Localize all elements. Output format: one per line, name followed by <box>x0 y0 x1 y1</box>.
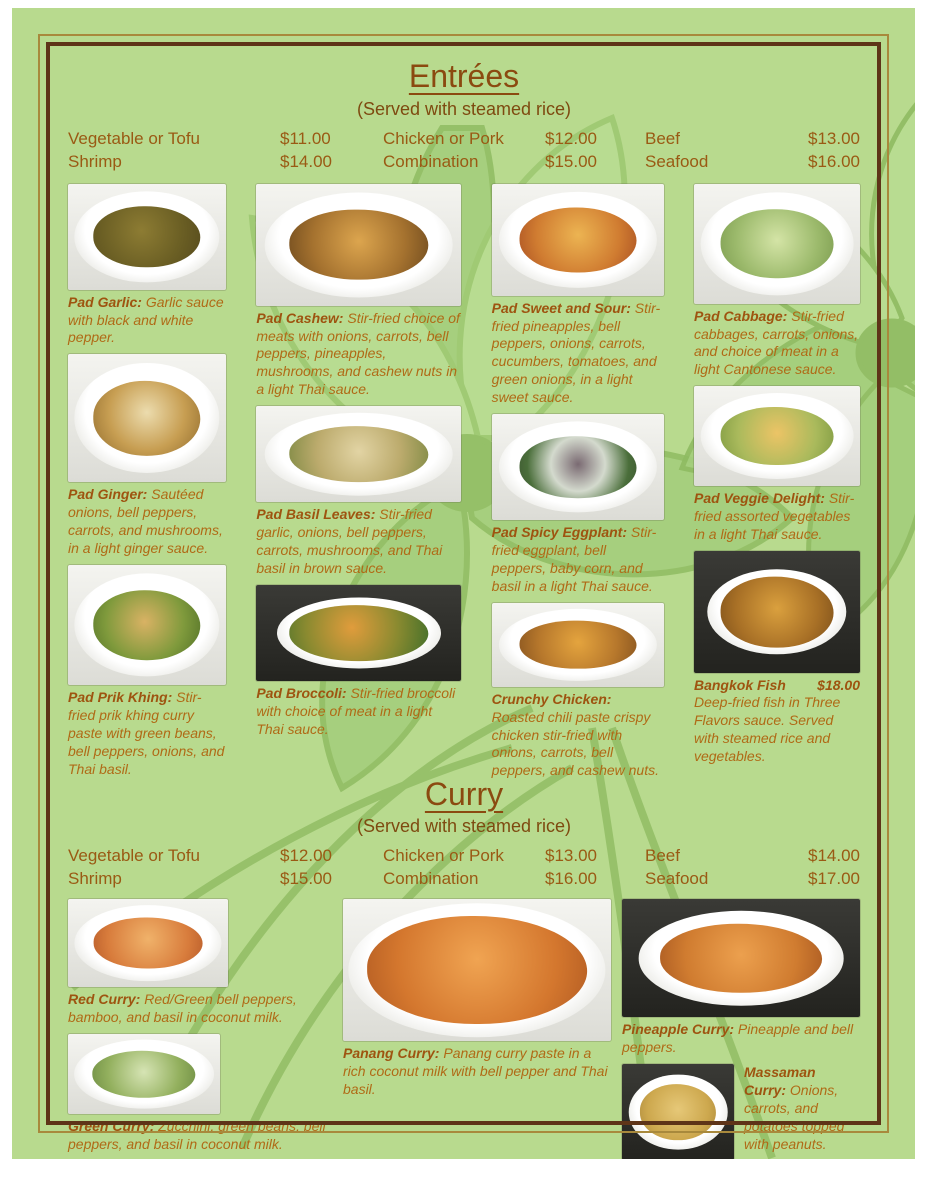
price-label: Combination <box>383 869 479 889</box>
dish-caption <box>68 689 226 779</box>
dish-description: Onions, carrots, and potatoes topped with peanuts. <box>744 1082 845 1152</box>
dish-description: Stir-fried choice of meats with onions, carrots, bell peppers, pineapples, mushrooms, and cashew nuts in a light Thai sauce. <box>256 309 460 398</box>
dish-name-price-row <box>694 677 860 693</box>
dish-description: Stir-fried pineapples, bell peppers, onions, carrots, cucumbers, tomatoes, and green onions, in a light sweet sauce. <box>491 299 661 406</box>
curry-price-table <box>68 845 860 891</box>
dish-caption <box>492 691 664 781</box>
dish-caption <box>694 490 860 544</box>
price-value: $12.00 <box>545 128 597 148</box>
dish-name: Pad Cashew: <box>256 309 344 326</box>
dish-description: Stir-fried broccoli with choice of meat in a light Thai sauce. <box>256 684 456 737</box>
dish-caption <box>68 294 226 348</box>
dish-name: Panang Curry: <box>343 1045 440 1062</box>
dish-caption <box>256 685 461 739</box>
dish-name: Pad Veggie Delight: <box>693 490 825 507</box>
dish-description: Red/Green bell peppers, bamboo, and basil in coconut milk. <box>68 991 297 1026</box>
dish-photo <box>492 414 664 520</box>
dish-caption <box>256 310 461 400</box>
dish-description: Stir-fried prik khing curry paste with green beans, bell peppers, onions, and Thai basil. <box>68 689 225 777</box>
price-value: $16.00 <box>808 151 860 171</box>
price-value: $14.00 <box>808 846 860 866</box>
dish-photo <box>256 585 461 681</box>
price-value: $14.00 <box>280 151 332 171</box>
dish-caption <box>68 486 226 558</box>
dish-description: Zucchini, green beans, bell peppers, and basil in coconut milk. <box>68 1118 326 1153</box>
dish-photo <box>68 1034 220 1114</box>
price-value: $12.00 <box>280 846 332 866</box>
dish-name: Pad Sweet and Sour: <box>491 299 631 316</box>
price-label: Chicken or Pork <box>383 846 504 866</box>
dish-caption <box>694 308 860 380</box>
curry-column-2 <box>343 899 611 1106</box>
dish-photo <box>622 899 860 1017</box>
dish-photo <box>68 354 226 482</box>
price-value: $16.00 <box>545 869 597 889</box>
price-value: $15.00 <box>280 869 332 889</box>
dish-name: Pad Garlic: <box>68 293 142 310</box>
dish-caption <box>256 506 461 578</box>
dish-caption <box>492 524 664 596</box>
dish-price: $18.00 <box>817 677 860 694</box>
dish-description: Panang curry paste in a rich coconut milk with bell pepper and Thai basil. <box>343 1045 608 1098</box>
entrees-column-3 <box>492 184 664 788</box>
dish-name: Bangkok Fish <box>693 677 786 694</box>
dish-name: Pad Basil Leaves: <box>256 506 376 523</box>
dish-description: Stir-fried assorted vegetables in a light Thai sauce. <box>693 490 855 543</box>
entrees-title: Entrées <box>408 58 520 94</box>
dish-caption <box>492 300 664 407</box>
dish-name: Pineapple Curry: <box>622 1021 735 1038</box>
price-label: Vegetable or Tofu <box>68 846 201 866</box>
dish-description: Sautéed onions, bell peppers, carrots, and mushrooms, in a light ginger sauce. <box>68 486 223 557</box>
massaman-row <box>622 1064 860 1159</box>
dish-caption <box>68 991 332 1027</box>
price-value: $17.00 <box>808 869 860 889</box>
price-value: $13.00 <box>808 128 860 148</box>
dish-caption <box>68 1118 332 1154</box>
menu-content <box>68 58 860 1159</box>
curry-dish-grid <box>68 899 860 1159</box>
dish-caption <box>622 1021 860 1057</box>
dish-name: Crunchy Chicken: <box>491 690 612 707</box>
dish-description: Garlic sauce with black and white pepper. <box>68 293 224 346</box>
dish-name: Pad Broccoli: <box>256 684 347 701</box>
dish-photo <box>256 406 461 502</box>
entrees-dish-grid <box>68 184 860 779</box>
price-label: Seafood <box>645 869 709 889</box>
dish-name: Pad Ginger: <box>68 486 148 503</box>
dish-photo <box>68 899 228 987</box>
dish-photo <box>694 551 860 673</box>
price-label: Beef <box>645 128 680 148</box>
price-label: Seafood <box>645 151 709 171</box>
dish-description: Roasted chili paste crispy chicken stir-fried with onions, carrots, bell peppers, and cashew nuts. <box>491 708 659 779</box>
dish-name: Pad Cabbage: <box>693 307 788 324</box>
dish-photo <box>694 184 860 304</box>
dish-photo <box>343 899 611 1041</box>
dish-description: Stir-fried eggplant, bell peppers, baby corn, and basil in a light Thai sauce. <box>491 524 657 594</box>
dish-name: Red Curry: <box>68 991 141 1008</box>
dish-photo <box>68 565 226 685</box>
entrees-subtitle: (Served with steamed rice) <box>356 98 572 119</box>
curry-title: Curry <box>424 775 504 812</box>
massaman-text <box>744 1064 860 1159</box>
dish-caption <box>694 694 860 766</box>
price-value: $15.00 <box>545 151 597 171</box>
dish-caption <box>343 1045 611 1099</box>
curry-column-3 <box>622 899 860 1159</box>
price-label: Beef <box>645 846 680 866</box>
price-label: Shrimp <box>68 151 122 171</box>
menu-page <box>12 8 915 1159</box>
dish-name: Massaman Curry: <box>744 1064 816 1099</box>
curry-subtitle: (Served with steamed rice) <box>356 816 572 837</box>
price-label: Combination <box>383 151 479 171</box>
entrees-price-table <box>68 128 860 174</box>
dish-name: Pad Spicy Eggplant: <box>491 524 628 541</box>
dish-description: Pineapple and bell peppers. <box>622 1021 854 1056</box>
dish-photo <box>68 184 226 290</box>
price-label: Shrimp <box>68 869 122 889</box>
dish-photo <box>622 1064 734 1159</box>
price-label: Vegetable or Tofu <box>68 128 201 148</box>
dish-name: Green Curry: <box>68 1118 155 1135</box>
dish-photo <box>256 184 461 306</box>
entrees-column-1 <box>68 184 226 786</box>
entrees-column-2 <box>256 184 461 746</box>
price-value: $11.00 <box>280 128 331 148</box>
dish-caption <box>744 1064 860 1154</box>
entrees-column-4 <box>694 184 860 773</box>
dish-photo <box>492 603 664 687</box>
dish-photo <box>694 386 860 486</box>
dish-description: Deep-fried fish in Three Flavors sauce. Served with steamed rice and vegetables. <box>693 694 841 764</box>
dish-description: Stir-fried cabbages, carrots, onions, and choice of meat in a light Cantonese sauce. <box>693 307 859 378</box>
dish-name: Pad Prik Khing: <box>68 689 173 706</box>
dish-description: Stir-fried garlic, onions, bell peppers, carrots, mushrooms, and Thai basil in brown sauce. <box>256 506 443 576</box>
dish-photo <box>492 184 664 296</box>
price-value: $13.00 <box>545 846 597 866</box>
curry-column-1 <box>68 899 332 1159</box>
price-label: Chicken or Pork <box>383 128 504 148</box>
